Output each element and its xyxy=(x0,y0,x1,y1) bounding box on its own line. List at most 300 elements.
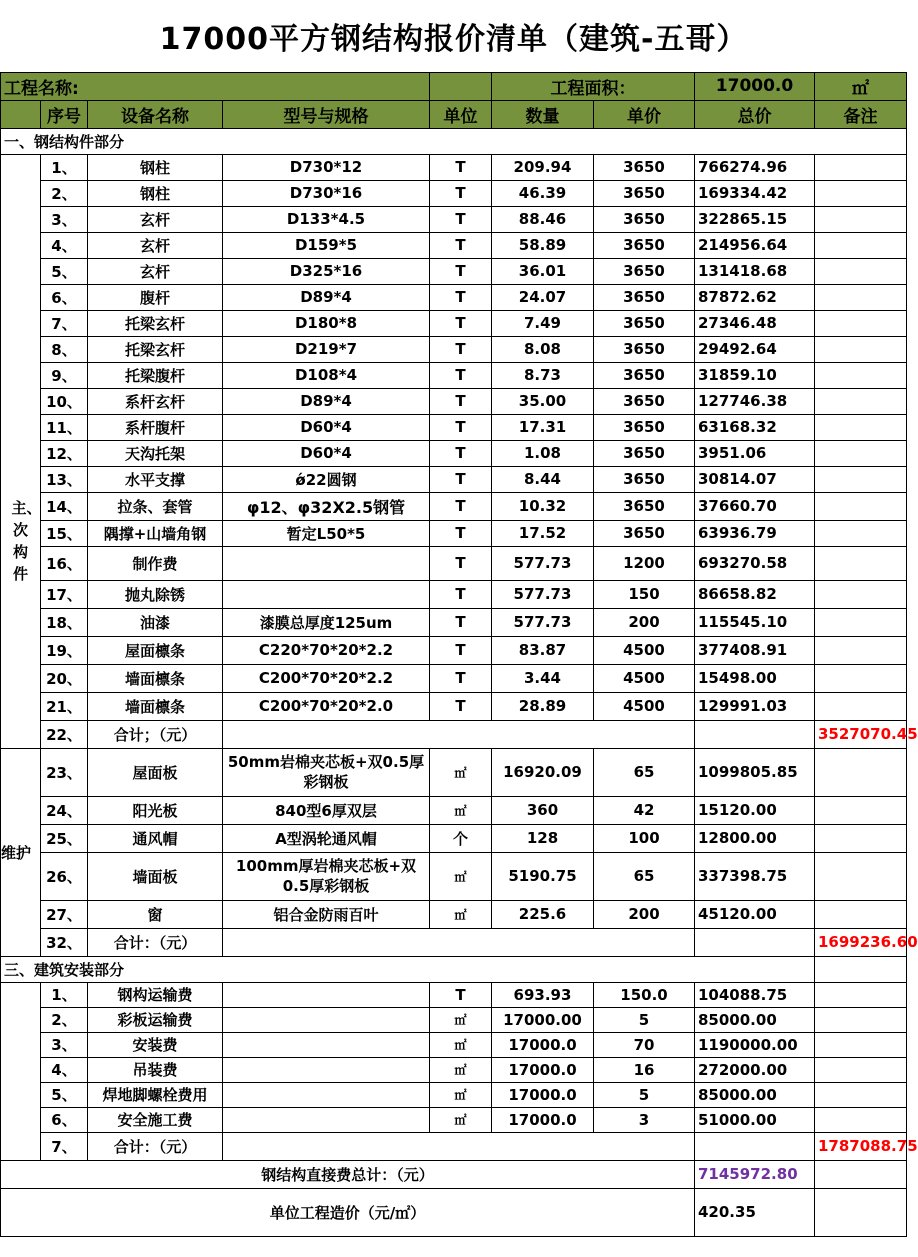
item-unit-price: 5 xyxy=(594,1007,695,1032)
item-total: 31859.10 xyxy=(695,362,815,388)
item-total: 63936.79 xyxy=(695,520,815,546)
item-name: 托梁玄杆 xyxy=(88,336,223,362)
item-total: 15120.00 xyxy=(695,796,815,824)
table-row xyxy=(1,206,907,232)
table-row xyxy=(1,1107,907,1132)
item-total: 30814.07 xyxy=(695,466,815,492)
table-row xyxy=(1,1007,907,1032)
item-name: 腹杆 xyxy=(88,284,223,310)
item-quantity: 28.89 xyxy=(492,692,594,720)
item-unit: T xyxy=(430,154,492,180)
row-number: 6、 xyxy=(41,1107,88,1132)
item-spec: 暂定L50*5 xyxy=(223,520,430,546)
item-quantity: 17000.0 xyxy=(492,1107,594,1132)
item-name: 屋面檩条 xyxy=(88,636,223,664)
table-row xyxy=(1,1057,907,1082)
column-header: 序号 xyxy=(41,100,88,128)
column-header: 备注 xyxy=(815,100,907,128)
row-number: 1、 xyxy=(41,154,88,180)
table-row xyxy=(1,440,907,466)
item-unit: T xyxy=(430,466,492,492)
table-row xyxy=(1,636,907,664)
row-number: 19、 xyxy=(41,636,88,664)
item-unit-price: 65 xyxy=(594,748,695,796)
item-quantity: 5190.75 xyxy=(492,852,594,900)
item-quantity: 693.93 xyxy=(492,982,594,1007)
item-spec: 840型6厚双层 xyxy=(223,796,430,824)
item-unit: T xyxy=(430,636,492,664)
item-name: 抛丸除锈 xyxy=(88,580,223,608)
item-spec xyxy=(223,1057,430,1082)
item-note xyxy=(815,362,907,388)
table-row xyxy=(1,128,907,154)
item-note xyxy=(815,258,907,284)
unit-cost-value: 420.35 xyxy=(695,1188,815,1236)
item-unit: T xyxy=(430,440,492,466)
row-number: 21、 xyxy=(41,692,88,720)
side-label-maintenance: 维护 xyxy=(1,748,41,956)
item-quantity: 35.00 xyxy=(492,388,594,414)
item-unit-price: 70 xyxy=(594,1032,695,1057)
item-unit-price: 42 xyxy=(594,796,695,824)
item-note xyxy=(815,1057,907,1082)
table-row xyxy=(1,928,907,956)
table-row xyxy=(1,1132,907,1160)
column-header: 单位 xyxy=(430,100,492,128)
table-row xyxy=(1,154,907,180)
item-unit: ㎡ xyxy=(430,900,492,928)
item-quantity: 128 xyxy=(492,824,594,852)
item-unit: T xyxy=(430,336,492,362)
item-quantity: 46.39 xyxy=(492,180,594,206)
item-unit: ㎡ xyxy=(430,748,492,796)
row-number: 5、 xyxy=(41,1082,88,1107)
item-unit: T xyxy=(430,388,492,414)
item-unit-price: 3650 xyxy=(594,466,695,492)
item-name: 吊装费 xyxy=(88,1057,223,1082)
item-note xyxy=(815,310,907,336)
area-value: 17000.0 xyxy=(695,72,815,100)
item-unit: T xyxy=(430,310,492,336)
item-unit: ㎡ xyxy=(430,1032,492,1057)
item-name: 彩板运输费 xyxy=(88,1007,223,1032)
row-number: 5、 xyxy=(41,258,88,284)
item-unit-price: 3 xyxy=(594,1107,695,1132)
item-quantity: 58.89 xyxy=(492,232,594,258)
item-note xyxy=(815,388,907,414)
item-name: 钢柱 xyxy=(88,154,223,180)
column-header: 数量 xyxy=(492,100,594,128)
side-label-text: 主、次构件 xyxy=(11,499,42,583)
item-quantity: 17.52 xyxy=(492,520,594,546)
item-spec xyxy=(223,1007,430,1032)
item-note xyxy=(815,492,907,520)
item-spec xyxy=(223,580,430,608)
item-name: 通风帽 xyxy=(88,824,223,852)
item-name: 屋面板 xyxy=(88,748,223,796)
item-note xyxy=(815,900,907,928)
item-name: 水平支撑 xyxy=(88,466,223,492)
item-note xyxy=(815,206,907,232)
item-spec: A型涡轮通风帽 xyxy=(223,824,430,852)
table-row xyxy=(1,852,907,900)
item-note xyxy=(815,796,907,824)
item-quantity: 225.6 xyxy=(492,900,594,928)
item-unit: T xyxy=(430,414,492,440)
table-row xyxy=(1,982,907,1007)
item-total: 1099805.85 xyxy=(695,748,815,796)
item-spec: D325*16 xyxy=(223,258,430,284)
item-name: 油漆 xyxy=(88,608,223,636)
item-unit-price: 3650 xyxy=(594,362,695,388)
row-number: 18、 xyxy=(41,608,88,636)
item-spec xyxy=(223,1032,430,1057)
item-note xyxy=(815,692,907,720)
item-total: 29492.64 xyxy=(695,336,815,362)
item-name: 托梁腹杆 xyxy=(88,362,223,388)
item-total: 169334.42 xyxy=(695,180,815,206)
row-number: 14、 xyxy=(41,492,88,520)
row-number: 24、 xyxy=(41,796,88,824)
item-unit-price: 4500 xyxy=(594,636,695,664)
row-number: 11、 xyxy=(41,414,88,440)
row-number: 10、 xyxy=(41,388,88,414)
item-name: 系杆腹杆 xyxy=(88,414,223,440)
item-note xyxy=(815,664,907,692)
item-unit-price: 150.0 xyxy=(594,982,695,1007)
table-row xyxy=(1,388,907,414)
item-quantity: 3.44 xyxy=(492,664,594,692)
item-spec: 铝合金防雨百叶 xyxy=(223,900,430,928)
table-row xyxy=(1,362,907,388)
item-quantity: 16920.09 xyxy=(492,748,594,796)
item-unit: T xyxy=(430,546,492,580)
item-quantity: 17000.0 xyxy=(492,1057,594,1082)
item-unit-price: 200 xyxy=(594,900,695,928)
item-total: 15498.00 xyxy=(695,664,815,692)
row-number: 20、 xyxy=(41,664,88,692)
item-note xyxy=(815,232,907,258)
item-quantity: 577.73 xyxy=(492,580,594,608)
item-total: 129991.03 xyxy=(695,692,815,720)
item-total: 104088.75 xyxy=(695,982,815,1007)
table-row xyxy=(1,1082,907,1107)
item-note xyxy=(815,748,907,796)
table-row xyxy=(1,608,907,636)
item-total: 377408.91 xyxy=(695,636,815,664)
table-row xyxy=(1,580,907,608)
item-spec: D730*12 xyxy=(223,154,430,180)
table-row xyxy=(1,466,907,492)
item-quantity: 83.87 xyxy=(492,636,594,664)
row-number: 1、 xyxy=(41,982,88,1007)
row-number: 7、 xyxy=(41,310,88,336)
item-note xyxy=(815,1082,907,1107)
item-unit: T xyxy=(430,664,492,692)
item-note xyxy=(815,824,907,852)
item-total: 86658.82 xyxy=(695,580,815,608)
item-spec xyxy=(223,1107,430,1132)
item-quantity: 577.73 xyxy=(492,608,594,636)
item-unit-price: 3650 xyxy=(594,388,695,414)
table-row xyxy=(1,546,907,580)
item-unit: T xyxy=(430,492,492,520)
row-number: 2、 xyxy=(41,1007,88,1032)
item-name: 钢构运输费 xyxy=(88,982,223,1007)
item-name: 安全施工费 xyxy=(88,1107,223,1132)
table-row xyxy=(1,336,907,362)
item-note xyxy=(815,1107,907,1132)
table-row xyxy=(1,258,907,284)
item-quantity: 7.49 xyxy=(492,310,594,336)
item-total: 337398.75 xyxy=(695,852,815,900)
subtotal-label: 合计：（元） xyxy=(88,1132,223,1160)
table-row xyxy=(1,748,907,796)
item-unit-price: 100 xyxy=(594,824,695,852)
item-note xyxy=(815,414,907,440)
item-unit: T xyxy=(430,180,492,206)
item-total: 322865.15 xyxy=(695,206,815,232)
item-spec xyxy=(223,982,430,1007)
item-name: 墙面檩条 xyxy=(88,692,223,720)
item-unit-price: 3650 xyxy=(594,520,695,546)
item-spec: D219*7 xyxy=(223,336,430,362)
item-total: 131418.68 xyxy=(695,258,815,284)
table-row xyxy=(1,232,907,258)
item-unit-price: 3650 xyxy=(594,284,695,310)
item-note xyxy=(815,546,907,580)
table-row xyxy=(1,900,907,928)
item-note xyxy=(815,852,907,900)
area-unit: ㎡ xyxy=(815,72,907,100)
item-spec xyxy=(223,1082,430,1107)
project-name-label: 工程名称: xyxy=(1,72,430,100)
row-number: 9、 xyxy=(41,362,88,388)
page-title: 17000平方钢结构报价清单（建筑-五哥） xyxy=(1,0,907,72)
table-row xyxy=(1,824,907,852)
item-unit: T xyxy=(430,608,492,636)
item-spec: C200*70*20*2.2 xyxy=(223,664,430,692)
item-unit-price: 4500 xyxy=(594,692,695,720)
item-quantity: 8.73 xyxy=(492,362,594,388)
item-quantity: 17.31 xyxy=(492,414,594,440)
item-spec: 漆膜总厚度125um xyxy=(223,608,430,636)
table-row xyxy=(1,956,907,982)
item-spec: D133*4.5 xyxy=(223,206,430,232)
item-total: 3951.06 xyxy=(695,440,815,466)
item-quantity: 36.01 xyxy=(492,258,594,284)
section-title: 一、钢结构件部分 xyxy=(1,128,907,154)
row-number: 27、 xyxy=(41,900,88,928)
unit-cost-label: 单位工程造价（元/㎡） xyxy=(1,1188,695,1236)
item-unit-price: 1200 xyxy=(594,546,695,580)
item-spec: D89*4 xyxy=(223,388,430,414)
item-name: 玄杆 xyxy=(88,232,223,258)
item-unit: 个 xyxy=(430,824,492,852)
table-row xyxy=(1,310,907,336)
subtotal-value: 3527070.45 xyxy=(815,720,907,748)
item-note xyxy=(815,520,907,546)
item-total: 87872.62 xyxy=(695,284,815,310)
row-number: 16、 xyxy=(41,546,88,580)
item-quantity: 17000.00 xyxy=(492,1007,594,1032)
item-unit-price: 3650 xyxy=(594,414,695,440)
item-note xyxy=(815,608,907,636)
row-number: 4、 xyxy=(41,1057,88,1082)
item-quantity: 88.46 xyxy=(492,206,594,232)
item-total: 272000.00 xyxy=(695,1057,815,1082)
table-row xyxy=(1,284,907,310)
item-name: 拉条、套管 xyxy=(88,492,223,520)
item-total: 51000.00 xyxy=(695,1107,815,1132)
item-spec: D730*16 xyxy=(223,180,430,206)
item-name: 墙面檩条 xyxy=(88,664,223,692)
item-total: 85000.00 xyxy=(695,1007,815,1032)
item-unit: T xyxy=(430,692,492,720)
item-unit-price: 150 xyxy=(594,580,695,608)
item-spec: ǿ22圆钢 xyxy=(223,466,430,492)
subtotal-value: 1699236.60 xyxy=(815,928,907,956)
item-name: 系杆玄杆 xyxy=(88,388,223,414)
item-name: 天沟托架 xyxy=(88,440,223,466)
row-number: 22、 xyxy=(41,720,88,748)
direct-total-label: 钢结构直接费总计：（元） xyxy=(1,1160,695,1188)
item-unit-price: 3650 xyxy=(594,492,695,520)
item-name: 玄杆 xyxy=(88,206,223,232)
row-number: 13、 xyxy=(41,466,88,492)
item-quantity: 360 xyxy=(492,796,594,824)
item-unit: ㎡ xyxy=(430,1057,492,1082)
item-unit: ㎡ xyxy=(430,852,492,900)
item-quantity: 8.08 xyxy=(492,336,594,362)
row-number: 25、 xyxy=(41,824,88,852)
item-note xyxy=(815,440,907,466)
item-spec: D60*4 xyxy=(223,440,430,466)
item-name: 隅撑+山墙角钢 xyxy=(88,520,223,546)
item-unit-price: 3650 xyxy=(594,154,695,180)
item-note xyxy=(815,1007,907,1032)
item-spec: D60*4 xyxy=(223,414,430,440)
item-total: 12800.00 xyxy=(695,824,815,852)
table-row xyxy=(1,1188,907,1236)
table-row xyxy=(1,414,907,440)
subtotal-value: 1787088.75 xyxy=(815,1132,907,1160)
item-name: 窗 xyxy=(88,900,223,928)
column-header: 单价 xyxy=(594,100,695,128)
table-row xyxy=(1,1032,907,1057)
item-name: 托梁玄杆 xyxy=(88,310,223,336)
row-number: 6、 xyxy=(41,284,88,310)
item-note xyxy=(815,982,907,1007)
item-spec: D180*8 xyxy=(223,310,430,336)
direct-total-value: 7145972.80 xyxy=(695,1160,815,1188)
item-total: 214956.64 xyxy=(695,232,815,258)
row-number: 12、 xyxy=(41,440,88,466)
column-header: 总价 xyxy=(695,100,815,128)
column-header: 设备名称 xyxy=(88,100,223,128)
item-unit-price: 3650 xyxy=(594,232,695,258)
item-unit: T xyxy=(430,362,492,388)
item-quantity: 8.44 xyxy=(492,466,594,492)
table-row xyxy=(1,796,907,824)
item-spec: C220*70*20*2.2 xyxy=(223,636,430,664)
item-quantity: 10.32 xyxy=(492,492,594,520)
item-total: 63168.32 xyxy=(695,414,815,440)
item-name: 阳光板 xyxy=(88,796,223,824)
item-total: 85000.00 xyxy=(695,1082,815,1107)
item-name: 玄杆 xyxy=(88,258,223,284)
row-number: 3、 xyxy=(41,206,88,232)
item-spec xyxy=(223,546,430,580)
item-name: 墙面板 xyxy=(88,852,223,900)
item-name: 安装费 xyxy=(88,1032,223,1057)
item-spec: D108*4 xyxy=(223,362,430,388)
row-number: 3、 xyxy=(41,1032,88,1057)
item-unit-price: 3650 xyxy=(594,258,695,284)
item-quantity: 24.07 xyxy=(492,284,594,310)
column-header: 型号与规格 xyxy=(223,100,430,128)
table-row xyxy=(1,520,907,546)
item-spec: C200*70*20*2.0 xyxy=(223,692,430,720)
item-quantity: 209.94 xyxy=(492,154,594,180)
item-total: 27346.48 xyxy=(695,310,815,336)
item-unit: T xyxy=(430,206,492,232)
subtotal-label: 合计：（元） xyxy=(88,928,223,956)
area-label: 工程面积： xyxy=(492,72,695,100)
item-unit: T xyxy=(430,284,492,310)
item-total: 45120.00 xyxy=(695,900,815,928)
item-unit-price: 3650 xyxy=(594,310,695,336)
item-unit: T xyxy=(430,520,492,546)
item-total: 766274.96 xyxy=(695,154,815,180)
table-row xyxy=(1,492,907,520)
item-note xyxy=(815,636,907,664)
item-unit: ㎡ xyxy=(430,796,492,824)
item-total: 127746.38 xyxy=(695,388,815,414)
row-number: 4、 xyxy=(41,232,88,258)
item-unit-price: 4500 xyxy=(594,664,695,692)
item-spec: D89*4 xyxy=(223,284,430,310)
item-spec: 50mm岩棉夹芯板+双0.5厚彩钢板 xyxy=(223,748,430,796)
item-unit: T xyxy=(430,982,492,1007)
item-unit: ㎡ xyxy=(430,1082,492,1107)
item-quantity: 17000.0 xyxy=(492,1032,594,1057)
item-spec: φ12、φ32X2.5钢管 xyxy=(223,492,430,520)
item-unit-price: 3650 xyxy=(594,206,695,232)
row-number: 2、 xyxy=(41,180,88,206)
item-name: 制作费 xyxy=(88,546,223,580)
item-quantity: 577.73 xyxy=(492,546,594,580)
item-spec: D159*5 xyxy=(223,232,430,258)
subtotal-label: 合计；（元） xyxy=(88,720,223,748)
row-number: 7、 xyxy=(41,1132,88,1160)
item-unit: T xyxy=(430,258,492,284)
item-unit-price: 5 xyxy=(594,1082,695,1107)
item-total: 37660.70 xyxy=(695,492,815,520)
item-unit-price: 3650 xyxy=(594,440,695,466)
item-note xyxy=(815,1032,907,1057)
item-total: 693270.58 xyxy=(695,546,815,580)
item-note xyxy=(815,580,907,608)
item-unit-price: 200 xyxy=(594,608,695,636)
item-unit: T xyxy=(430,580,492,608)
item-unit: T xyxy=(430,232,492,258)
item-name: 钢柱 xyxy=(88,180,223,206)
item-spec: 100mm厚岩棉夹芯板+双0.5厚彩钢板 xyxy=(223,852,430,900)
section-title: 三、建筑安装部分 xyxy=(1,956,815,982)
table-row xyxy=(1,1160,907,1188)
item-note xyxy=(815,154,907,180)
